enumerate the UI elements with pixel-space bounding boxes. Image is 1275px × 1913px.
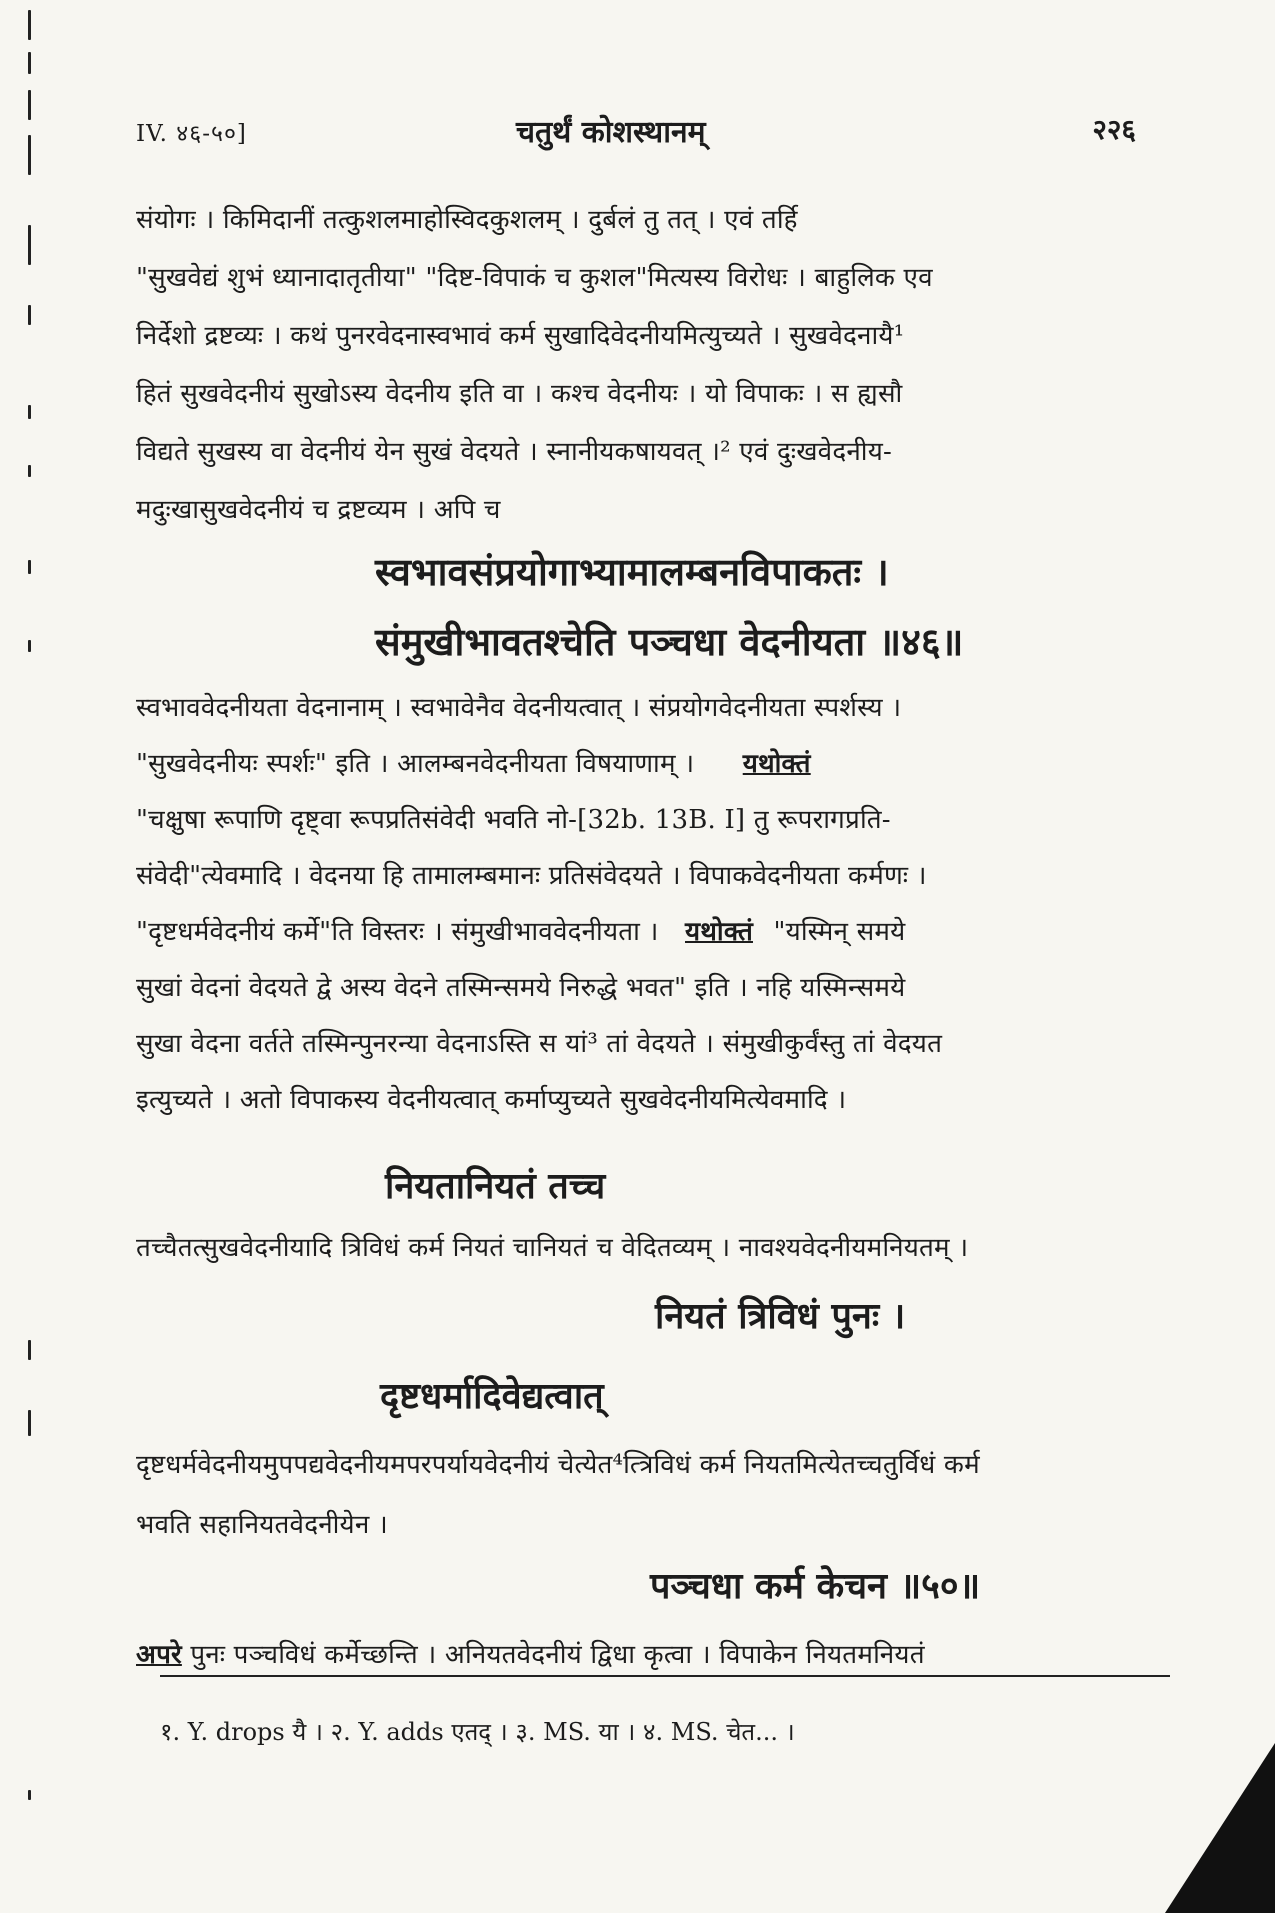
page-number: २२६ (1092, 113, 1136, 146)
text-line: सुखा वेदना वर्तते तस्मिन्पुनरन्या वेदनाऽस्ति स यां³ तां वेदयते । संमुखीकुर्वंस्तु तां वेदयत (136, 1029, 943, 1059)
verse-line: संमुखीभावतश्चेति पञ्चधा वेदनीयता ॥४६॥ (375, 619, 964, 664)
text-span: "दृष्टधर्मवेदनीयं कर्मे"ति विस्तरः । संमुखीभाववेदनीयता । (136, 917, 659, 947)
header-section-ref: IV. ४६-५०] (136, 121, 247, 147)
text-line: भवति सहानियतवेदनीयेन । (136, 1510, 388, 1540)
text-line: संयोगः । किमिदानीं तत्कुशलमाहोस्विदकुशलम् । दुर्बलं तु तत् । एवं तर्हि (136, 205, 798, 235)
underlined-term: अपरे (136, 1640, 182, 1670)
margin-mark (28, 405, 31, 419)
text-line: विद्यते सुखस्य वा वेदनीयं येन सुखं वेदयते । स्नानीयकषायवत् ।² एवं दुःखवेदनीय- (136, 437, 892, 467)
text-line: मदुःखासुखवेदनीयं च द्रष्टव्यम । अपि च (136, 495, 501, 525)
margin-mark (28, 560, 31, 574)
text-line (136, 1635, 1146, 1671)
underlined-term: यथोक्तं (742, 749, 811, 779)
verse-heading: नियतानियतं तच्च (385, 1165, 606, 1207)
text-line (136, 744, 1146, 780)
margin-mark (28, 1790, 31, 1800)
text-line: स्वभाववेदनीयता वेदनानाम् । स्वभावेनैव वेदनीयत्वात् । संप्रयोगवेदनीयता स्पर्शस्य । (136, 693, 902, 723)
verse-line: स्वभावसंप्रयोगाभ्यामालम्बनविपाकतः । (375, 549, 889, 594)
text-line: "सुखवेद्यं शुभं ध्यानादातृतीया" "दिष्ट-विपाकं च कुशल"मित्यस्य विरोधः । बाहुलिक एव (136, 263, 933, 293)
margin-mark (28, 225, 31, 265)
text-span: पुनः पञ्चविधं कर्मेच्छन्ति । अनियतवेदनीयं द्विधा कृत्वा । विपाकेन नियतमनियतं (181, 1640, 925, 1670)
margin-mark (28, 640, 31, 652)
margin-mark (28, 10, 31, 40)
text-line: "चक्षुषा रूपाणि दृष्ट्वा रूपप्रतिसंवेदी भवति नो-[32b. 13B. I] तु रूपरागप्रति- (136, 805, 891, 835)
margin-mark (28, 135, 31, 175)
text-line: निर्देशो द्रष्टव्यः । कथं पुनरवेदनास्वभावं कर्म सुखादिवेदनीयमित्युच्यते । सुखवेदनायै¹ (136, 321, 905, 351)
margin-mark (28, 1340, 31, 1360)
footnotes: १. Y. drops यै । २. Y. adds एतद् । ३. MS. या । ४. MS. चेत... । (160, 1718, 795, 1746)
margin-mark (28, 305, 31, 325)
text-line: संवेदी"त्येवमादि । वेदनया हि तामालम्बमानः प्रतिसंवेदयते । विपाकवेदनीयता कर्मणः । (136, 861, 927, 891)
text-line: इत्युच्यते । अतो विपाकस्य वेदनीयत्वात् कर्माप्युच्यते सुखवेदनीयमित्येवमादि । (136, 1085, 847, 1115)
text-line: हितं सुखवेदनीयं सुखोऽस्य वेदनीय इति वा । कश्च वेदनीयः । यो विपाकः । स ह्यसौ (136, 379, 903, 409)
verse-heading: दृष्टधर्मादिवेद्यत्वात् (380, 1375, 604, 1417)
text-span: "यस्मिन् समये (773, 917, 906, 947)
scan-corner-shadow (1165, 1743, 1275, 1913)
text-line: तच्चैतत्सुखवेदनीयादि त्रिविधं कर्म नियतं चानियतं च वेदितव्यम् । नावश्यवेदनीयमनियतम् । (136, 1233, 969, 1263)
text-line: सुखां वेदनां वेदयते द्वे अस्य वेदने तस्मिन्समये निरुद्धे भवत" इति । नहि यस्मिन्समये (136, 973, 906, 1003)
binding-margin (22, 0, 42, 1913)
footnote-rule (160, 1675, 1170, 1677)
margin-mark (28, 1410, 31, 1436)
text-line: दृष्टधर्मवेदनीयमुपपद्यवेदनीयमपरपर्यायवेदनीयं चेत्येत⁴त्त्रिविधं कर्म नियतमित्येतच्चतुर्विधं कर्म (136, 1450, 980, 1480)
verse-heading: पञ्चधा कर्म केचन ॥५०॥ (650, 1565, 981, 1607)
running-header (136, 110, 1136, 150)
text-line (136, 912, 1146, 948)
text-span: "सुखवेदनीयः स्पर्शः" इति । आलम्बनवेदनीयता विषयाणाम् । (136, 749, 695, 779)
margin-mark (28, 90, 31, 120)
margin-mark (28, 465, 31, 477)
margin-mark (28, 52, 31, 74)
verse-heading: नियतं त्रिविधं पुनः । (655, 1295, 906, 1337)
underlined-term: यथोक्तं (685, 917, 753, 947)
header-title: चतुर्थं कोशस्थानम् (516, 115, 706, 150)
